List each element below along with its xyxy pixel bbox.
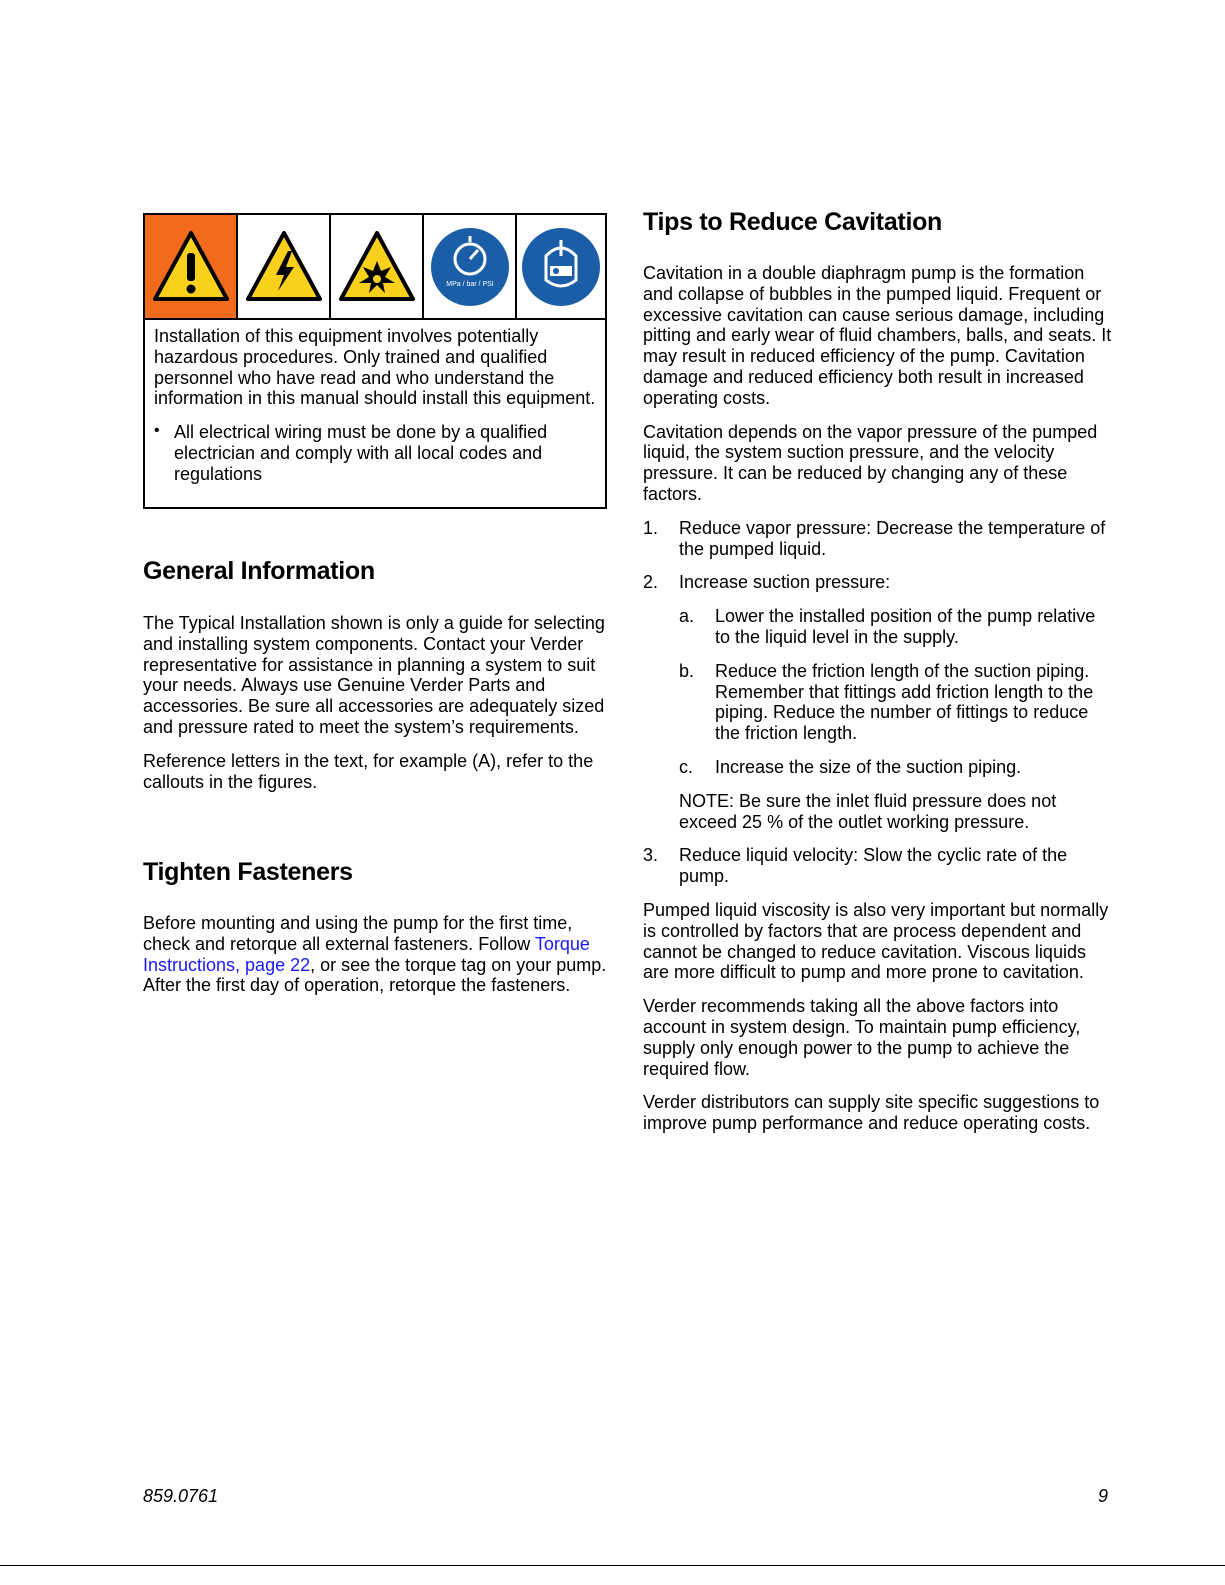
general-information-heading: General Information [143,557,375,585]
tighten-fasteners-heading: Tighten Fasteners [143,858,353,886]
sub-list-item: b. Reduce the friction length of the suction piping. Remember that fittings add friction length to the piping. Reduce the number of fittings to reduce the friction length. [679,660,1094,744]
warning-box [143,213,607,509]
warning-triangle-icon [145,215,238,318]
pressure-units-label: MPa / bar / PSI [445,280,494,288]
face-protection-icon [517,215,605,318]
electric-shock-icon [238,215,331,318]
page-number: 9 [1098,1486,1109,1506]
document-number: 859.0761 [143,1486,219,1506]
cavitation-heading: Tips to Reduce Cavitation [643,208,943,236]
bullet-dot: • [154,422,160,440]
warning-icons-row [145,215,605,320]
sub-list-item: c. Increase the size of the suction piping. [679,756,1022,777]
cavitation-paragraph-2: Cavitation depends on the vapor pressure of the pumped liquid, the system suction pressure, and the velocity pressure. It can be reduced by changing any of these factors. [643,421,1098,504]
cavitation-paragraph-4: Verder recommends taking all the above factors into account in system design. To maintain pump efficiency, supply only enough power to the pump to achieve the required flow. [643,996,1081,1079]
fasteners-paragraph: Before mounting and using the pump for the first time, check and retorque all external fasteners. Follow Torque Instructions, page 22, or see the torque tag on your pump. After the first day of operation, retorque the fasteners. [143,913,607,996]
sub-list-item: a. Lower the installed position of the pump relative to the liquid level in the supply. [679,606,1096,647]
torque-instructions-link[interactable]: Torque Instructions, page 22 [143,933,590,975]
list-item: 2. Increase suction pressure: a. Lower the installed position of the pump relative to the liquid level in the supply. b. Reduce the friction length of the suction piping. Remember that fittings add friction length to the piping. Reduce the number of fittings to reduce the friction length. c. Increase the size of the suction piping. NOTE: Be sure the inlet fluid pressure does not exceed 25 % of the outlet working pressure. [643,572,1113,832]
cavitation-paragraph-1: Cavitation in a double diaphragm pump is the formation and collapse of bubbles in the pumped liquid. Frequent or excessive cavitation can cause serious damage, including pitting and early wear of fluid chambers, balls, and seats. It may result in reduced efficiency of the pump. Cavitation damage and reduced efficiency both result in increased operating costs. [643,263,1112,408]
pressure-relief-icon [424,215,517,318]
general-paragraph-1: The Typical Installation shown is only a guide for selecting and installing system components. Contact your Verder representative for assistance in planning a system to suit your needs. Always use Genuine Verder Parts and accessories. Be sure all accessories are adequately sized and pressure rated to meet the system’s requirements. [143,613,605,737]
list-item: 1. Reduce vapor pressure: Decrease the temperature of the pumped liquid. [643,517,1106,559]
cavitation-paragraph-3: Pumped liquid viscosity is also very important but normally is controlled by factors that are process dependent and cannot be changed to reduce cavitation. Viscous liquids are more difficult to pump and more prone to cavitation. [643,899,1109,983]
warning-text: Installation of this equipment involves potentially hazardous procedures. Only trained and qualified personnel who have read and who understand the information in this manual should install this equipment. [154,326,596,409]
list-item: 3. Reduce liquid velocity: Slow the cyclic rate of the pump. [643,845,1068,887]
general-paragraph-2: Reference letters in the text, for example (A), refer to the callouts in the figures. [143,750,594,792]
warning-bullet: All electrical wiring must be done by a qualified electrician and comply with all local codes and regulations [174,422,548,484]
cavitation-paragraph-5: Verder distributors can supply site specific suggestions to improve pump performance and reduce operating costs. [643,1092,1100,1134]
footer-rule [0,1565,1225,1566]
explosion-hazard-icon [331,215,424,318]
note: NOTE: Be sure the inlet fluid pressure does not exceed 25 % of the outlet working pressure. [679,790,1057,832]
